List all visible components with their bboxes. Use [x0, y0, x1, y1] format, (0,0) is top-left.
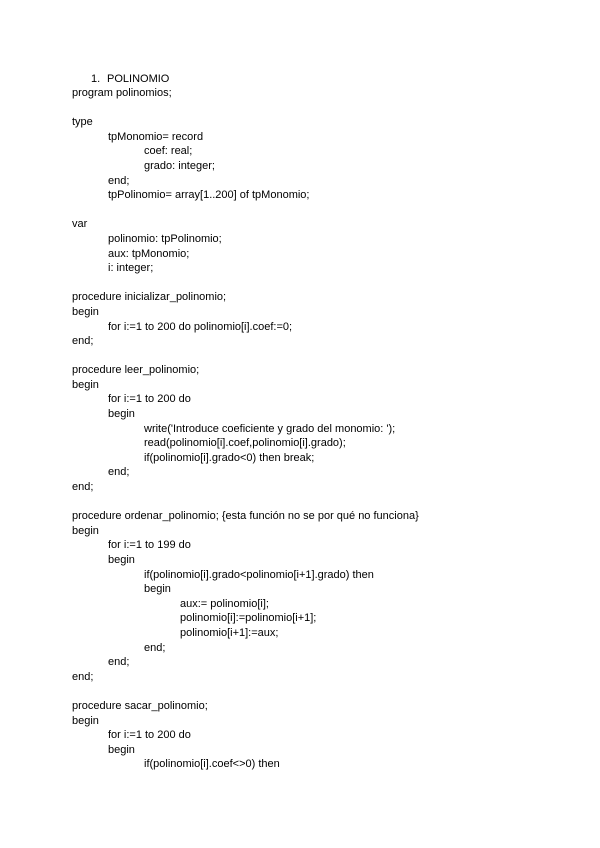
code-line: for i:=1 to 200 do: [108, 729, 191, 742]
code-line: begin: [108, 743, 135, 756]
code-line: begin: [108, 408, 135, 421]
code-line: begin: [144, 583, 171, 596]
code-line: var: [72, 218, 88, 231]
code-line: end;: [72, 481, 94, 494]
code-line: begin: [72, 524, 99, 537]
code-line: begin: [108, 554, 135, 566]
section-heading: [91, 72, 169, 86]
code-line: aux:= polinomio[i];: [180, 597, 269, 610]
code-line: for i:=1 to 200 do: [108, 393, 191, 406]
code-line: for i:=1 to 199 do: [108, 539, 191, 552]
section-title: POLINOMIO: [107, 73, 170, 85]
code-line: polinomio: tpPolinomio;: [108, 232, 222, 245]
code-line: [72, 276, 419, 291]
code-line: end;: [72, 335, 94, 348]
code-line: program polinomios;: [72, 87, 172, 99]
code-line: begin: [72, 305, 99, 318]
code-line: end;: [108, 174, 130, 187]
code-line: end;: [144, 641, 166, 654]
code-line: if(polinomio[i].grado<polinomio[i+1].grado) then: [144, 568, 374, 581]
code-line: procedure inicializar_polinomio;: [72, 291, 227, 304]
code-line: [72, 203, 419, 218]
code-line: [72, 495, 419, 510]
code-line: [72, 101, 419, 116]
code-line: i: integer;: [108, 262, 154, 275]
code-line: tpPolinomio= array[1..200] of tpMonomio;: [108, 189, 310, 202]
code-line: read(polinomio[i].coef,polinomio[i].grado);: [144, 437, 346, 450]
code-line: [72, 349, 419, 364]
code-line: grado: integer;: [144, 159, 215, 172]
code-line: coef: real;: [144, 145, 193, 158]
code-line: aux: tpMonomio;: [108, 247, 190, 260]
code-line: end;: [108, 656, 130, 669]
code-line: procedure ordenar_polinomio; {esta función no se por qué no funciona}: [72, 510, 419, 523]
code-line: procedure sacar_polinomio;: [72, 699, 208, 712]
pascal-code-listing: [72, 86, 419, 772]
code-line: if(polinomio[i].grado<0) then break;: [144, 451, 315, 464]
code-line: end;: [108, 466, 130, 479]
code-line: procedure leer_polinomio;: [72, 364, 200, 377]
section-number: 1.: [91, 73, 101, 85]
code-line: tpMonomio= record: [108, 130, 204, 143]
code-line: polinomio[i]:=polinomio[i+1];: [180, 612, 317, 625]
code-line: if(polinomio[i].coef<>0) then: [144, 758, 280, 771]
code-line: begin: [72, 378, 99, 391]
code-line: for i:=1 to 200 do polinomio[i].coef:=0;: [108, 320, 293, 333]
code-line: begin: [72, 714, 99, 727]
code-line: write('Introduce coeficiente y grado del monomio: ');: [144, 422, 396, 435]
code-line: polinomio[i+1]:=aux;: [180, 626, 279, 639]
code-line: end;: [72, 670, 94, 683]
code-line: [72, 684, 419, 699]
code-line: type: [72, 116, 93, 129]
